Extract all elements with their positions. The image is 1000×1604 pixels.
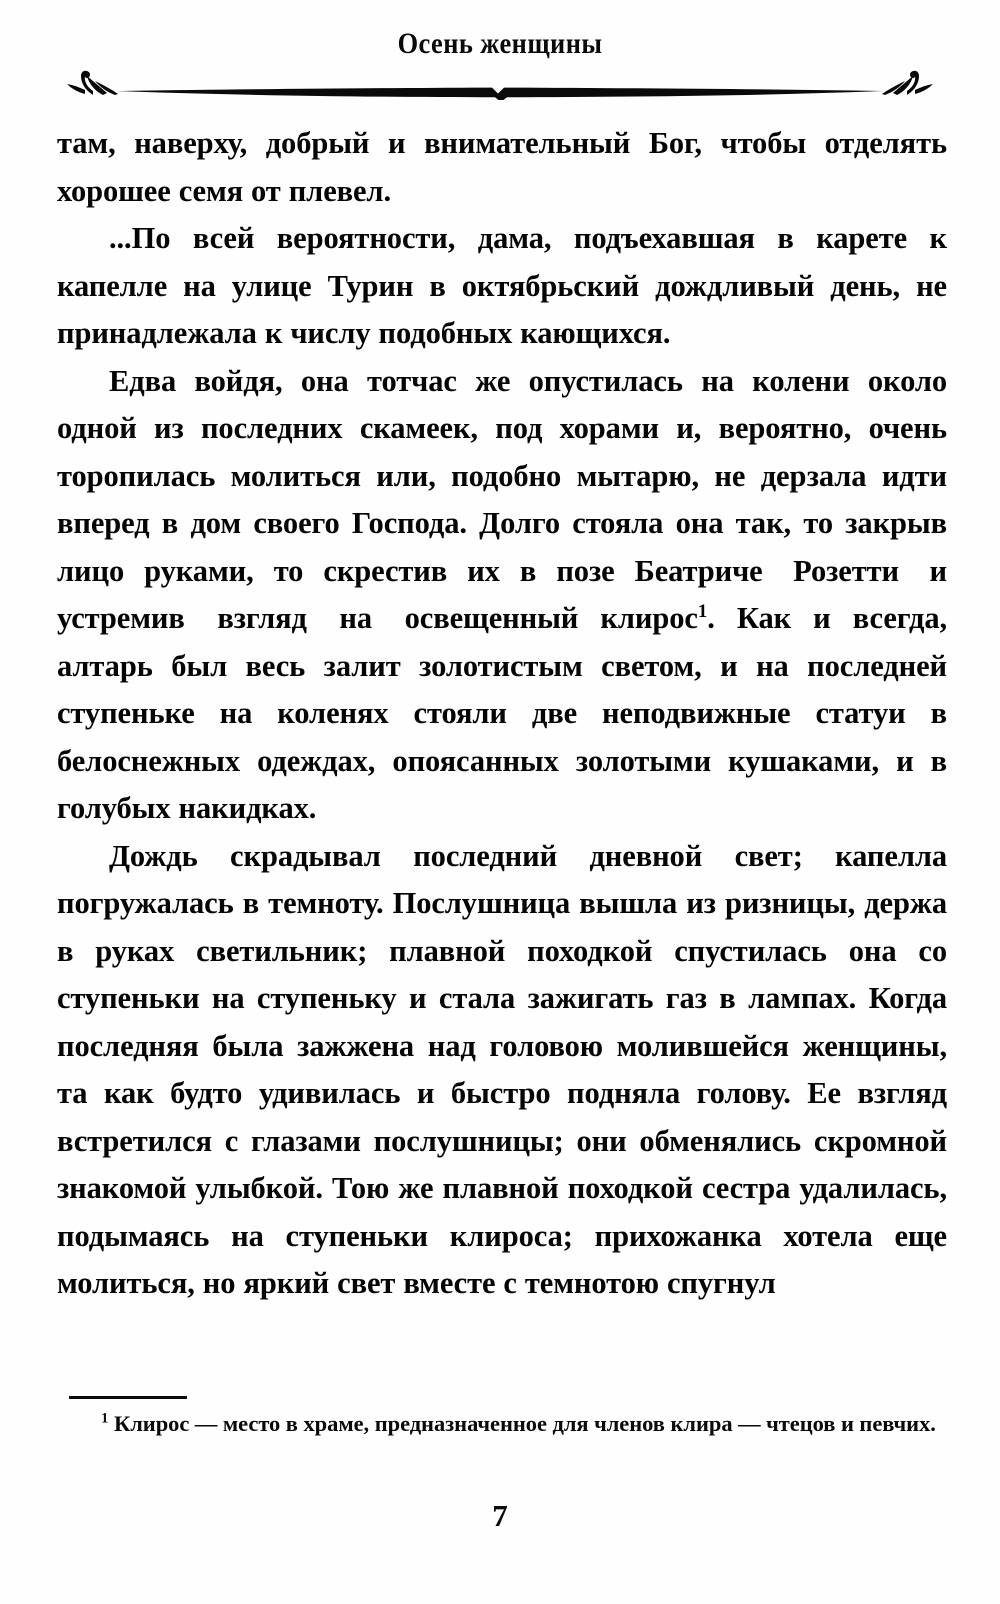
page-header (0, 26, 1000, 100)
paragraph-continuation: там, наверху, добрый и внимательный Бог, чтобы отделять хорошее семя от плевел. (57, 126, 947, 208)
rule-bar (117, 88, 883, 100)
leaf-flourish-left-icon (67, 71, 118, 95)
paragraph-3-justified-line: Беатриче Розетти и устремив взгляд на освещенный (57, 553, 947, 635)
paragraph-3-part-2: . Как и всегда, алтарь был весь залит золотистым светом, и на последней ступеньке на коленях стояли две неподвижные статуи в белоснежных одеждах, опоясанных золотыми кушаками, и в голубых накидках. (57, 601, 947, 825)
paragraph-3 (57, 358, 947, 833)
footnote-block (57, 1396, 947, 1440)
footnote-reference-marker[interactable]: 1 (697, 600, 708, 622)
footnote-separator-rule (69, 1396, 187, 1399)
footnote-anchor-word: клирос (600, 601, 698, 635)
body-text-block (57, 120, 947, 1308)
footnote-entry (57, 1408, 947, 1440)
paragraph-3-part-1: Едва войдя, она тотчас же опустилась на колени около одной из последних скамеек, под хорами и, вероятно, очень торопилась молиться или, подобно мытарю, не дерзала идти вперед в дом своего Господа. Долго стояла она так, то закрыв лицо руками, то скрестив их в позе (57, 363, 947, 588)
page-title: Осень женщины (397, 27, 603, 60)
leaf-flourish-right-icon (882, 71, 933, 95)
footnote-number: 1 (101, 1410, 109, 1427)
header-ornamental-rule (55, 70, 945, 100)
paragraph-4: Дождь скрадывал последний дневной свет; капелла погружалась в темноту. Послушница вышла из ризницы, держа в руках светильник; плавной походкой спустилась она со ступеньки на ступеньку и стала зажигать газ в лампах. Когда последняя была зажжена над головою молившейся женщины, та как будто удивилась и быстро подняла голову. Ее взгляд встретился с глазами послушницы; они обменялись скромной знакомой улыбкой. Тою же плавной походкой сестра удалилась, подымаясь на ступеньки клироса; прихожанка хотела еще молиться, но яркий свет вместе с темнотою спугнул (57, 838, 947, 1300)
page-number: 7 (492, 1498, 508, 1533)
footnote-body: Клирос — место в храме, предназначенное для членов клира — чтецов и певчих. (113, 1411, 936, 1436)
paragraph-2: ...По всей вероятности, дама, подъехавшая в карете к капелле на улице Турин в октябрьский дождливый день, не принадлежала к числу подобных кающихся. (57, 221, 947, 350)
